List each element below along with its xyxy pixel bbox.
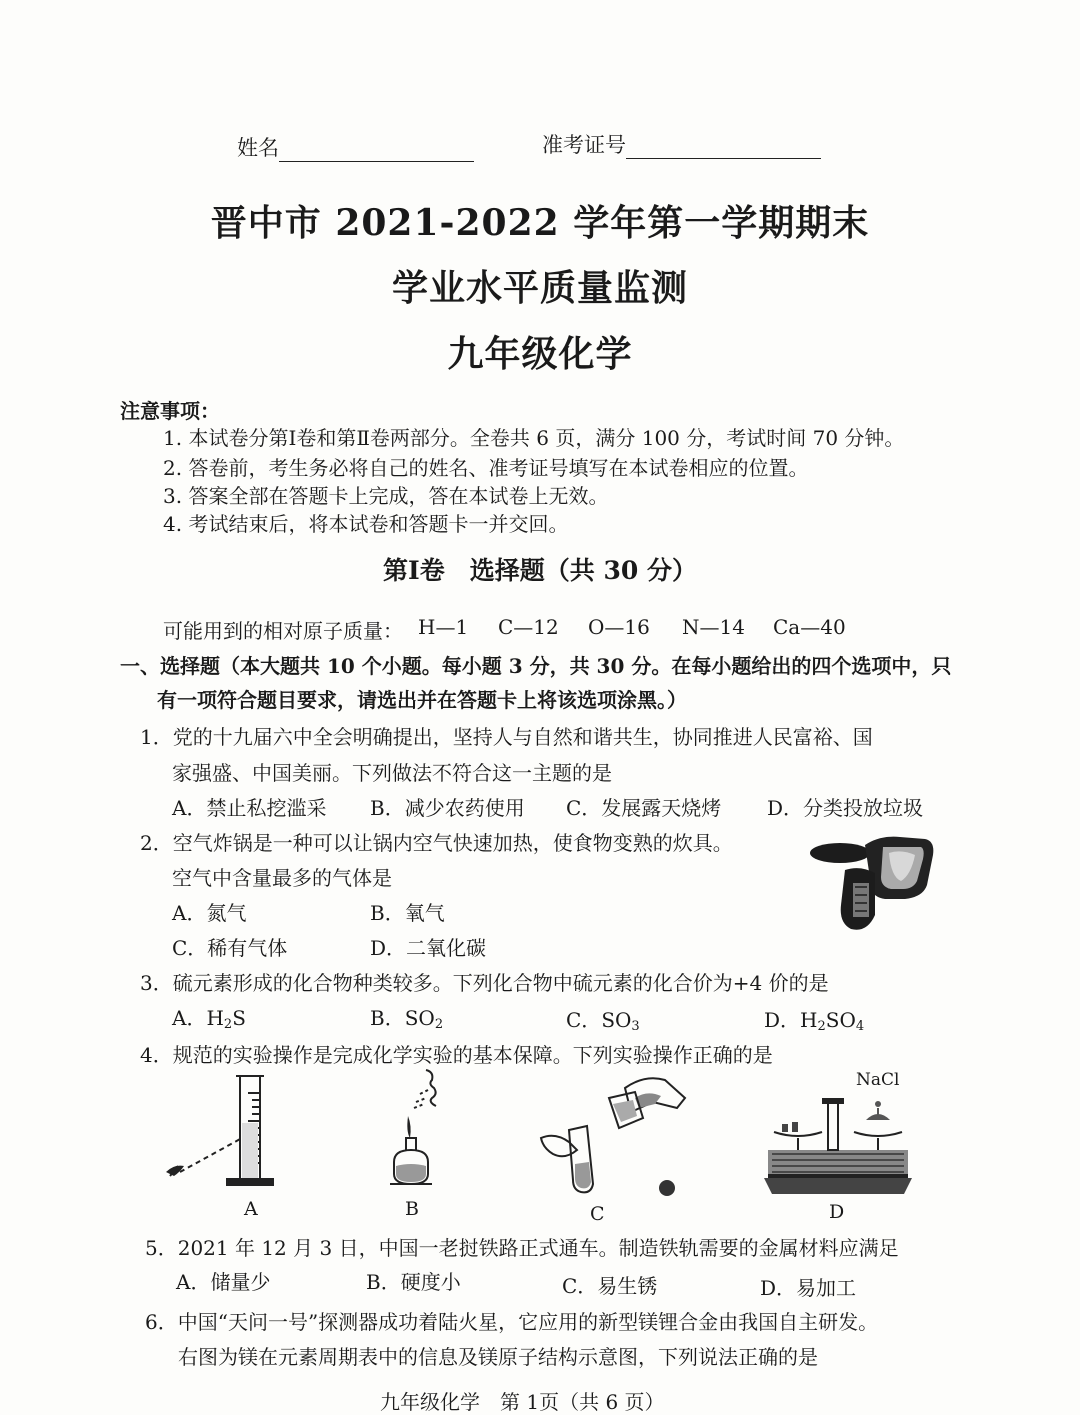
atomic-mass-item: Ca—40 xyxy=(773,615,846,639)
air-fryer-image xyxy=(805,825,940,945)
question-text: 4．规范的实验操作是完成化学实验的基本保障。下列实验操作正确的是 xyxy=(140,1043,773,1067)
question-text: 6．中国“天问一号”探测器成功着陆火星，它应用的新型镁锂合金由我国自主研发。 xyxy=(145,1310,879,1334)
atomic-mass-item: N—14 xyxy=(682,615,745,639)
option-d: D．$H_2SO_4$ xyxy=(764,1008,865,1034)
atomic-mass-item: H—1 xyxy=(418,615,469,639)
note-item: 1. 本试卷分第Ⅰ卷和第Ⅱ卷两部分。全卷共 6 页，满分 100 分，考试时间 70 分钟。 xyxy=(163,426,905,450)
figure-label: C xyxy=(590,1203,605,1225)
atomic-mass-item: O—16 xyxy=(588,615,650,639)
question-text: 1．党的十九届六中全会明确提出，坚持人与自然和谐共生，协同推进人民富裕、国 xyxy=(140,725,873,749)
question-text: 2．空气炸锅是一种可以让锅内空气快速加热，使食物变熟的炊具。 xyxy=(140,831,733,855)
question-text: 3．硫元素形成的化合物种类较多。下列化合物中硫元素的化合价为+4 价的是 xyxy=(140,971,829,995)
note-item: 2. 答卷前，考生务必将自己的姓名、准考证号填写在本试卷相应的位置。 xyxy=(163,456,809,480)
exam-subtitle: 学业水平质量监测 xyxy=(391,267,688,309)
nacl-label: NaCl xyxy=(856,1070,900,1090)
question-text: 右图为镁在元素周期表中的信息及镁原子结构示意图，下列说法正确的是 xyxy=(178,1345,818,1369)
name-blank xyxy=(279,139,474,162)
figure-b-alcohol-lamp xyxy=(380,1066,470,1196)
name-field xyxy=(237,132,474,162)
option-b: B．减少农药使用 xyxy=(370,796,525,820)
option-c: C．发展露天烧烤 xyxy=(566,796,722,820)
page-footer: 九年级化学 第 1页（共 6 页） xyxy=(380,1390,665,1414)
figure-d-balance xyxy=(758,1090,918,1200)
figure-a-cylinder xyxy=(160,1068,290,1198)
question-text: 5．2021 年 12 月 3 日，中国一老挝铁路正式通车。制造铁轨需要的金属材料应满足 xyxy=(145,1236,899,1260)
option-b: B．氧气 xyxy=(370,901,445,925)
option-a: A．储量少 xyxy=(176,1270,271,1294)
figure-c-pouring xyxy=(535,1068,695,1208)
exam-id-field xyxy=(542,129,821,159)
figure-label: B xyxy=(405,1198,419,1220)
notes-heading: 注意事项： xyxy=(120,399,220,423)
option-b: B．硬度小 xyxy=(366,1270,461,1294)
exam-id-blank xyxy=(626,136,821,159)
part-instruction: 一、选择题（本大题共 10 个小题。每小题 3 分，共 30 分。在每小题给出的四个选项中，只 xyxy=(120,654,952,678)
note-item: 4. 考试结束后，将本试卷和答题卡一并交回。 xyxy=(163,512,569,536)
option-d: D．易加工 xyxy=(760,1276,857,1300)
figure-label: D xyxy=(829,1201,845,1223)
option-d: D．分类投放垃圾 xyxy=(767,796,924,820)
name-label: 姓名 xyxy=(237,136,279,160)
figure-label: A xyxy=(244,1198,258,1220)
option-d: D．二氧化碳 xyxy=(370,936,487,960)
part-instruction: 有一项符合题目要求，请选出并在答题卡上将该选项涂黑。） xyxy=(157,688,687,712)
option-c: C．稀有气体 xyxy=(172,936,288,960)
option-a: A．氮气 xyxy=(172,901,247,925)
exam-id-label: 准考证号 xyxy=(542,133,626,157)
atomic-masses-label: 可能用到的相对原子质量： xyxy=(163,619,403,643)
option-a: A．禁止私挖滥采 xyxy=(172,796,327,820)
section-title: 第Ⅰ卷 选择题（共 30 分） xyxy=(383,556,697,585)
option-a: A．$H_2S$ xyxy=(172,1006,246,1032)
subject-title: 九年级化学 xyxy=(447,333,633,375)
option-c: C．$SO_3$ xyxy=(566,1008,640,1034)
question-text: 空气中含量最多的气体是 xyxy=(172,866,392,890)
note-item: 3. 答案全部在答题卡上完成，答在本试卷上无效。 xyxy=(163,484,609,508)
atomic-mass-item: C—12 xyxy=(498,615,559,639)
exam-title: 晋中市 2021-2022 学年第一学期期末 xyxy=(210,202,870,244)
option-b: B．$SO_2$ xyxy=(370,1006,444,1032)
option-c: C．易生锈 xyxy=(562,1274,658,1298)
question-text: 家强盛、中国美丽。下列做法不符合这一主题的是 xyxy=(172,761,612,785)
